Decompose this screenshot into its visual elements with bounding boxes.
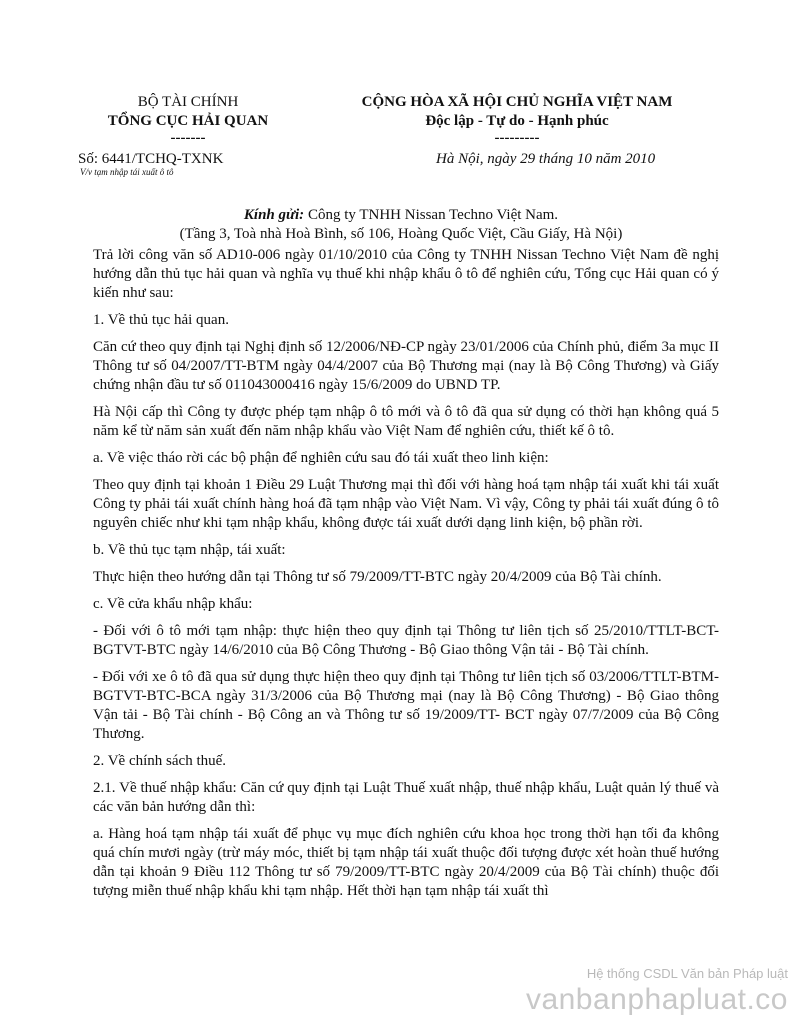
document-body xyxy=(93,246,719,909)
recipient-block xyxy=(78,206,724,244)
country-name: CỘNG HÒA XÃ HỘI CHỦ NGHĨA VIỆT NAM xyxy=(361,94,673,110)
recipient-label: Kính gửi: xyxy=(243,207,305,223)
paragraph: Hà Nội cấp thì Công ty được phép tạm nhập ô tô mới và ô tô đã qua sử dụng có thời hạn không quá 5 năm kể từ năm sản xuất đến năm nhập khẩu vào Việt Nam để nghiên cứu, thiết kế ô tô. xyxy=(93,404,719,439)
paragraph: - Đối với ô tô mới tạm nhập: thực hiện theo quy định tại Thông tư liên tịch số 25/2010/TTLT-BCT-BGTVT-BTC ngày 14/6/2010 của Bộ Công Thương - Bộ Giao thông Vận tải - Bộ Tài chính. xyxy=(93,623,719,658)
subsection-heading: a. Về việc tháo rời các bộ phận để nghiên cứu sau đó tái xuất theo linh kiện: xyxy=(93,450,549,466)
paragraph: Trả lời công văn số AD10-006 ngày 01/10/2010 của Công ty TNHH Nissan Techno Việt Nam đề nghị hướng dẫn thủ tục hải quan và nghĩa vụ thuế khi nhập khẩu ô tô để nghiên cứu, Tổng cục Hải quan có ý kiến như sau: xyxy=(93,247,719,301)
paragraph: - Đối với xe ô tô đã qua sử dụng thực hiện theo quy định tại Thông tư liên tịch số 03/2006/TTLT-BTM-BGTVT-BTC-BCA ngày 31/3/2006 của Bộ Thương mại (nay là Bộ Công Thương) - Bộ Giao thông Vận tải - Bộ Tài chính - Bộ Công an và Thông tư số 19/2009/TT- BCT ngày 07/7/2009 của Bộ Công Thương. xyxy=(93,669,719,742)
department-name: TỔNG CỤC HẢI QUAN xyxy=(107,113,269,129)
paragraph: Theo quy định tại khoản 1 Điều 29 Luật Thương mại thì đối với hàng hoá tạm nhập tái xuất khi tái xuất Công ty phải tái xuất chính hàng hoá đã tạm nhập vào Việt Nam. Vì vậy, Công ty phải tái xuất đúng ô tô nguyên chiếc như khi tạm nhập khẩu, không được tái xuất dưới dạng linh kiện, bộ phần rời. xyxy=(93,477,719,531)
subsection-heading: c. Về cửa khẩu nhập khẩu: xyxy=(93,596,253,612)
national-motto: Độc lập - Tự do - Hạnh phúc xyxy=(425,113,609,129)
section-heading: 2. Về chính sách thuế. xyxy=(93,753,227,769)
motto-separator: --------- xyxy=(494,130,540,146)
subsection-heading: b. Về thủ tục tạm nhập, tái xuất: xyxy=(93,542,286,558)
document-subject: V/v tạm nhập tái xuất ô tô xyxy=(80,167,174,177)
paragraph: a. Hàng hoá tạm nhập tái xuất để phục vụ mục đích nghiên cứu khoa học trong thời hạn tối đa không quá chín mươi ngày (trừ máy móc, thiết bị tạm nhập tái xuất thuộc đối tượng được xét hoàn thuế hướng dẫn tại khoản 9 Điều 112 Thông tư số 79/2009/TT-BTC ngày 20/4/2009 của Bộ Tài chính) thuộc đối tượng miễn thuế nhập khẩu khi tạm nhập. Hết thời hạn tạm nhập tái xuất thì xyxy=(93,826,719,899)
watermark-tagline: Hệ thống CSDL Văn bản Pháp luật xyxy=(586,966,788,981)
paragraph: 2.1. Về thuế nhập khẩu: Căn cứ quy định tại Luật Thuế xuất nhập, thuế nhập khẩu, Luật quản lý thuế và các văn bản hướng dẫn thì: xyxy=(93,780,719,815)
recipient-address: (Tầng 3, Toà nhà Hoà Bình, số 106, Hoàng Quốc Việt, Cầu Giấy, Hà Nội) xyxy=(179,226,623,242)
ministry-name: BỘ TÀI CHÍNH xyxy=(137,94,239,110)
watermark-domain: vanbanphapluat.co xyxy=(525,983,788,1016)
site-watermark xyxy=(526,966,788,1018)
issue-date: Hà Nội, ngày 29 tháng 10 năm 2010 xyxy=(436,151,656,167)
document-header xyxy=(78,93,738,183)
section-heading: 1. Về thủ tục hải quan. xyxy=(93,312,229,328)
issuer-block xyxy=(78,93,298,145)
document-number: Số: 6441/TCHQ-TXNK xyxy=(78,151,224,167)
recipient-name: Công ty TNHH Nissan Techno Việt Nam. xyxy=(304,207,559,223)
paragraph: Căn cứ theo quy định tại Nghị định số 12/2006/NĐ-CP ngày 23/01/2006 của Chính phủ, điểm 3a mục II Thông tư số 04/2007/TT-BTM ngày 04/4/2007 của Bộ Thương mại (nay là Bộ Công Thương) và Giấy chứng nhận đầu tư số 011043000416 ngày 15/6/2009 do UBND TP. xyxy=(93,339,719,393)
recipient-line xyxy=(78,206,724,225)
national-motto-block xyxy=(290,93,744,145)
issuer-separator: ------- xyxy=(170,130,206,146)
paragraph: Thực hiện theo hướng dẫn tại Thông tư số 79/2009/TT-BTC ngày 20/4/2009 của Bộ Tài chính. xyxy=(93,569,662,585)
